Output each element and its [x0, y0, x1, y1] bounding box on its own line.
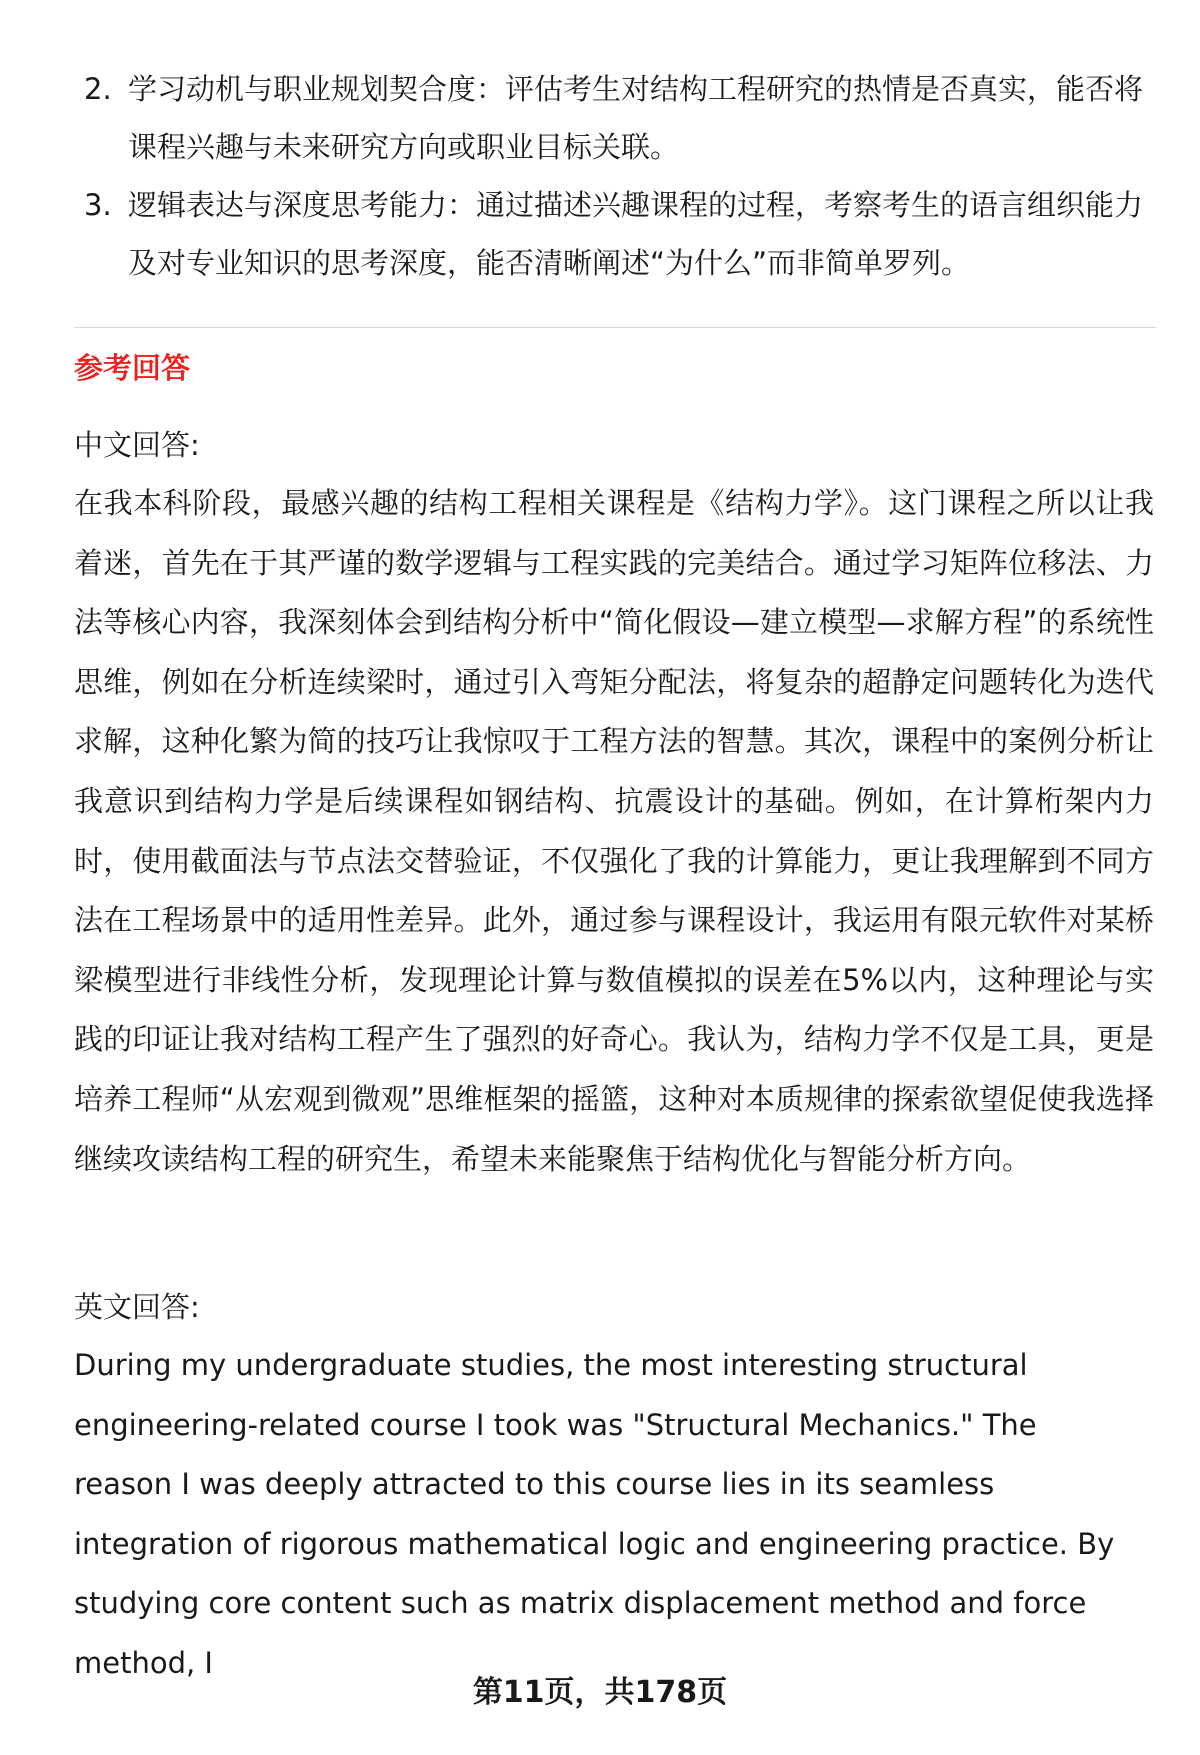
criteria-list: [74, 60, 1144, 292]
english-answer-paragraph: During my undergraduate studies, the most interesting structural engineering-related course I took was "Structural Mechanics." The reason I was deeply attracted to this course lies in its seamless integration of rigorous mathematical logic and engineering practice. By studying core content such as matrix displacement method and force method, I: [74, 1348, 1115, 1680]
chinese-answer-label: 中文回答:: [74, 428, 200, 462]
list-item: [74, 176, 1144, 292]
list-item-text: 学习动机与职业规划契合度：评估考生对结构工程研究的热情是否真实，能否将课程兴趣与未来研究方向或职业目标关联。: [128, 72, 1144, 164]
list-item-number: 3.: [84, 188, 112, 222]
list-item-text: 逻辑表达与深度思考能力：通过描述兴趣课程的过程，考察考生的语言组织能力及对专业知识的思考深度，能否清晰阐述“为什么”而非简单罗列。: [128, 188, 1144, 280]
english-answer-label: 英文回答:: [74, 1290, 200, 1324]
list-item-number: 2.: [84, 72, 112, 106]
page-number-footer: 第11页，共178页: [472, 1675, 728, 1710]
chinese-answer-paragraph: 在我本科阶段，最感兴趣的结构工程相关课程是《结构力学》。这门课程之所以让我着迷，首先在于其严谨的数学逻辑与工程实践的完美结合。通过学习矩阵位移法、力法等核心内容，我深刻体会到结构分析中“简化假设—建立模型—求解方程”的系统性思维，例如在分析连续梁时，通过引入弯矩分配法，将复杂的超静定问题转化为迭代求解，这种化繁为简的技巧让我惊叹于工程方法的智慧。其次，课程中的案例分析让我意识到结构力学是后续课程如钢结构、抗震设计的基础。例如，在计算桁架内力时，使用截面法与节点法交替验证，不仅强化了我的计算能力，更让我理解到不同方法在工程场景中的适用性差异。此外，通过参与课程设计，我运用有限元软件对某桥梁模型进行非线性分析，发现理论计算与数值模拟的误差在5%以内，这种理论与实践的印证让我对结构工程产生了强烈的好奇心。我认为，结构力学不仅是工具，更是培养工程师“从宏观到微观”思维框架的摇篮，这种对本质规律的探索欲望促使我选择继续攻读结构工程的研究生，希望未来能聚焦于结构优化与智能分析方向。: [74, 486, 1154, 1176]
reference-answer-heading: 参考回答: [74, 351, 191, 385]
list-item: [74, 60, 1144, 176]
section-divider: [74, 327, 1156, 328]
